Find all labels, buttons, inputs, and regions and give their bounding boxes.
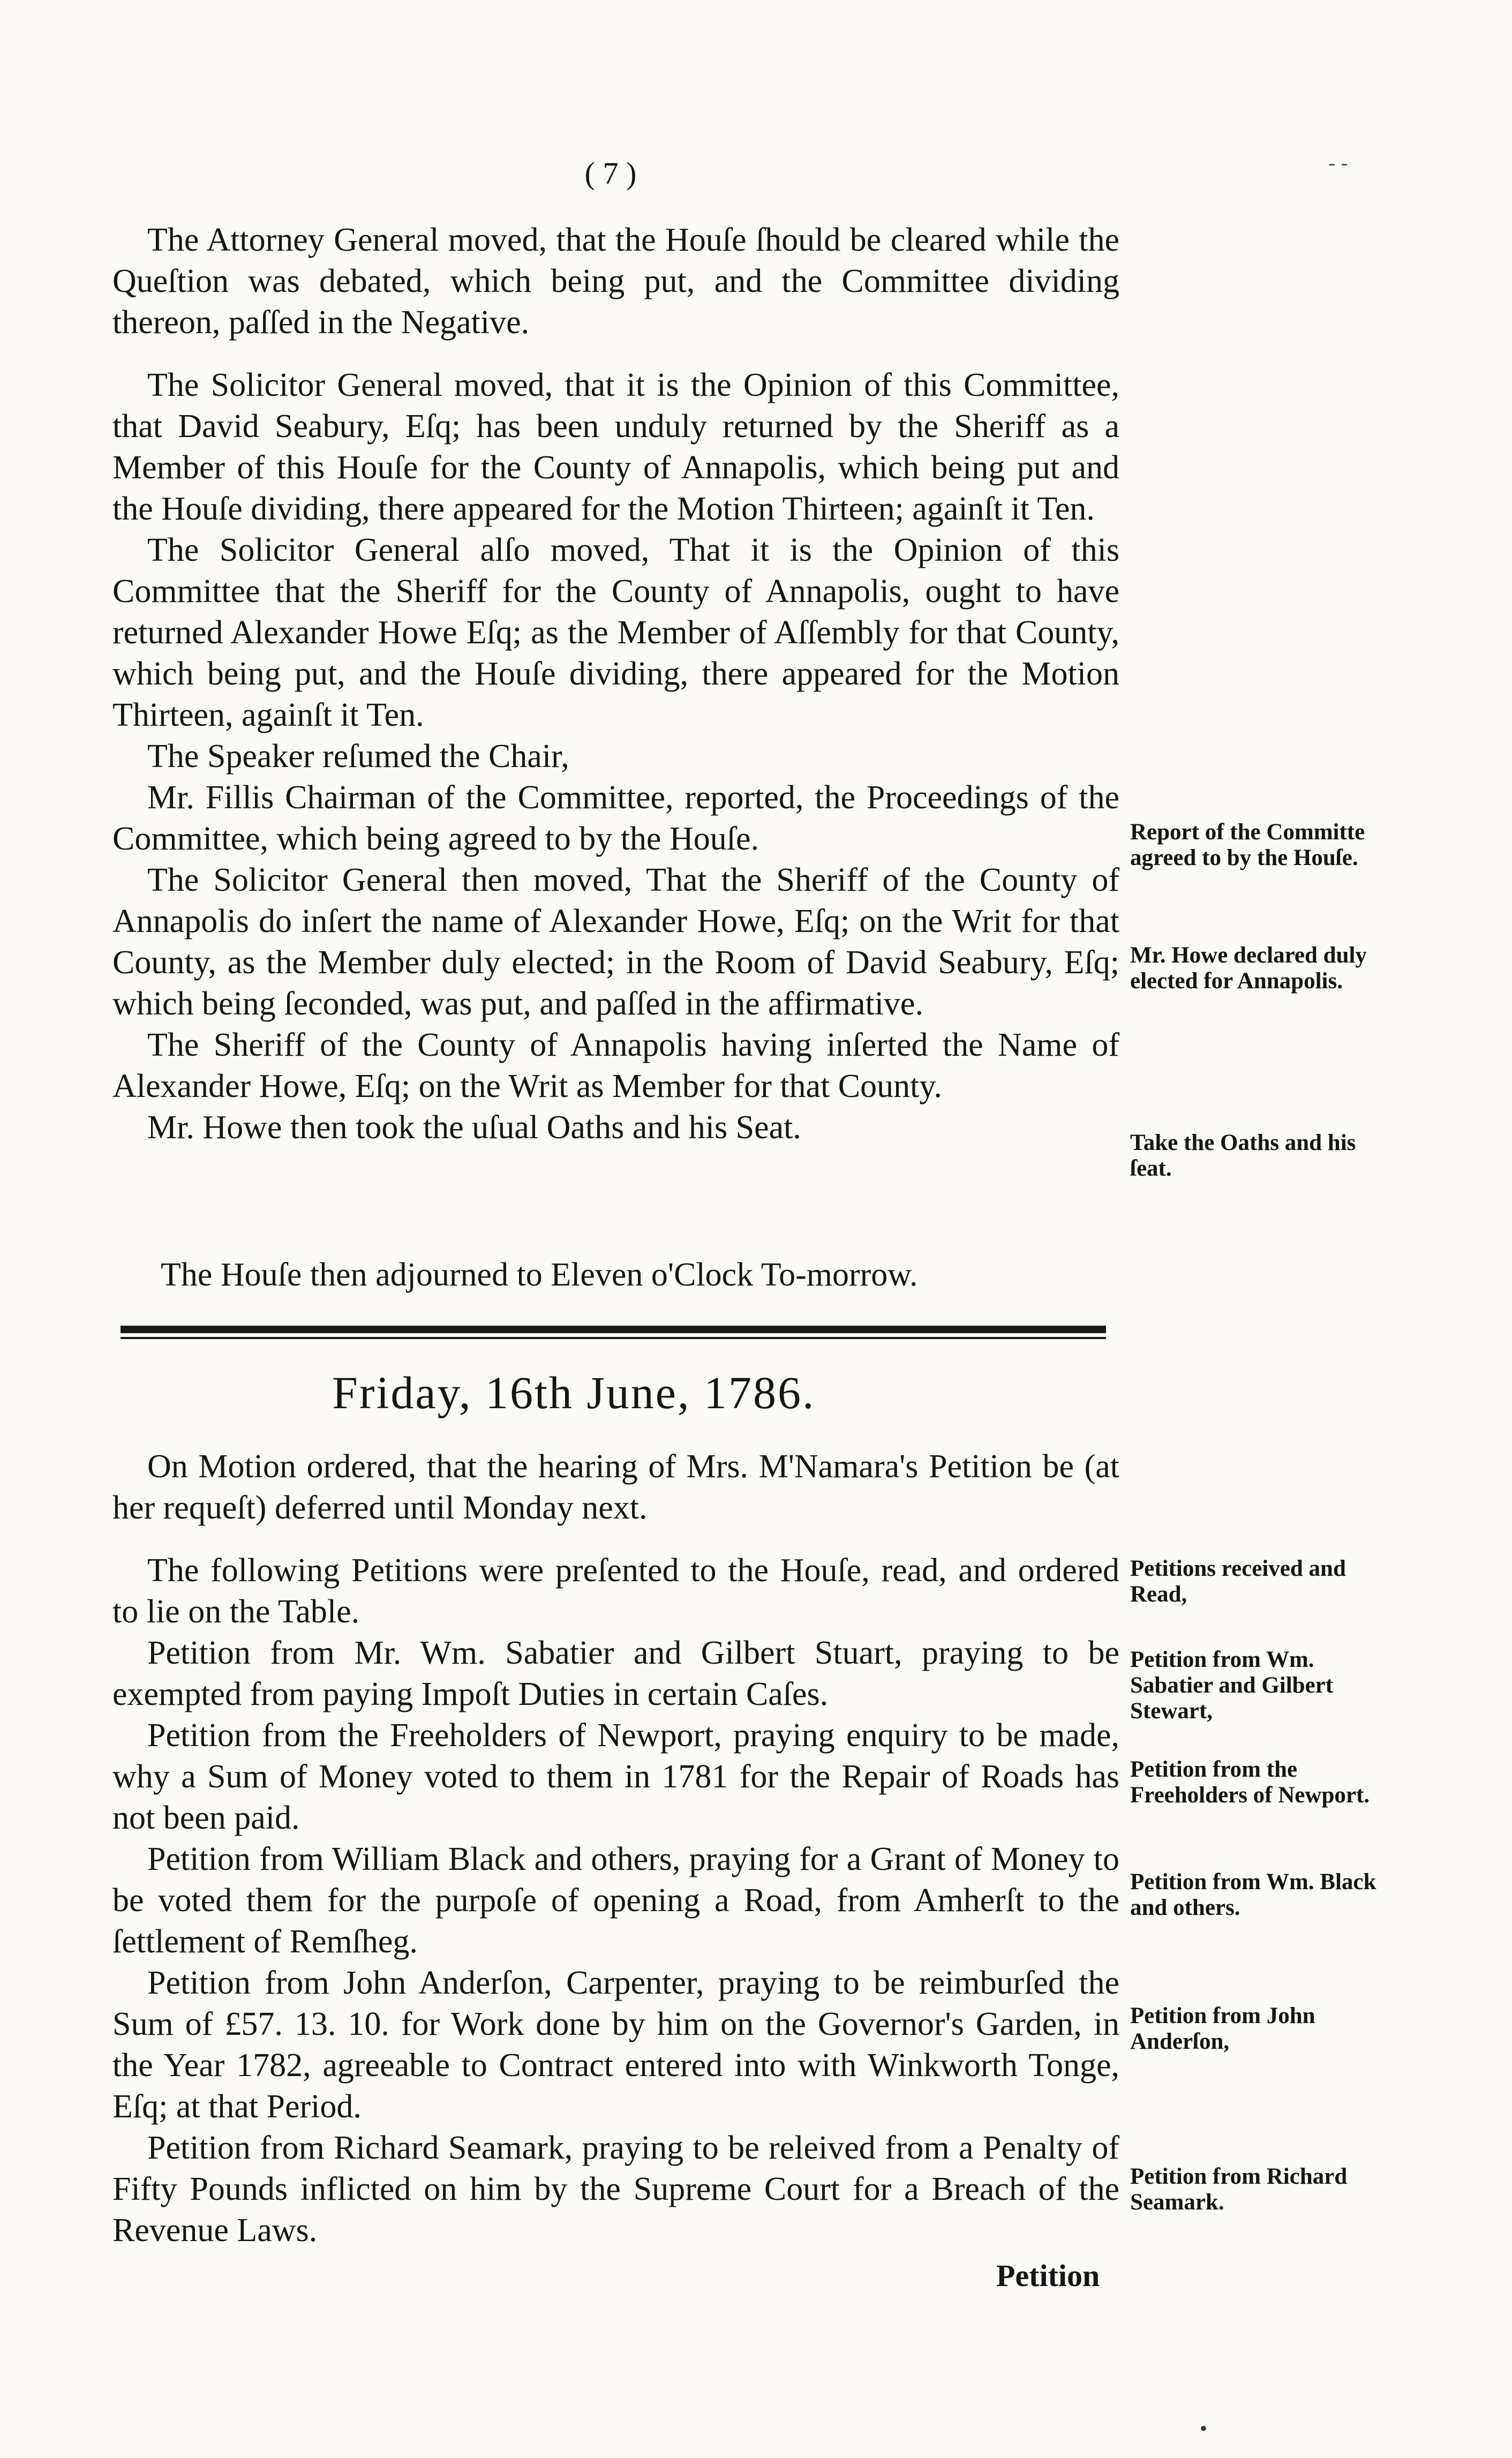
catchword: Petition <box>996 2258 1100 2293</box>
speck-marks: • <box>1200 2416 1208 2440</box>
page-number: ( 7 ) <box>584 156 637 191</box>
paragraph: On Motion ordered, that the hearing of Mrs. M'Namara's Petition be (at her requeſt) deferred until Monday next. <box>112 1448 1119 1526</box>
margin-note: Petition from Wm. Sabatier and Gilbert Stewart, <box>1130 1647 1334 1724</box>
date-heading: Friday, 16th June, 1786. <box>332 1367 816 1418</box>
paragraph: The Attorney General moved, that the Houſe ſhould be cleared while the Queſtion was debated, which being put, and the Committee dividing thereon, paſſed in the Negative. <box>112 222 1119 341</box>
paragraph: Petition from William Black and others, praying for a Grant of Money to be voted them for the purpoſe of opening a Road, from Amherſt to the ſettlement of Remſheg. <box>112 1841 1119 1960</box>
paragraph: Petition from Richard Seamark, praying to be releived from a Penalty of Fifty Pounds inflicted on him by the Supreme Court for a Breach of the Revenue Laws. <box>112 2130 1119 2249</box>
margin-note: Mr. Howe declared duly elected for Annapolis. <box>1130 943 1367 994</box>
margin-note: Take the Oaths and his ſeat. <box>1130 1130 1356 1181</box>
margin-note: Petition from John Anderſon, <box>1130 2003 1315 2054</box>
paragraph: The Speaker reſumed the Chair, <box>147 738 569 775</box>
paragraph: Mr. Fillis Chairman of the Committee, reported, the Proceedings of the Committee, which being agreed to by the Houſe. <box>112 779 1119 857</box>
paragraph: The Solicitor General alſo moved, That it is the Opinion of this Committee that the Sheriff for the County of Annapolis, ought to have returned Alexander Howe Eſq; as the Member of Aſſembly for that County, which being put, and the Houſe dividing, there appeared for the Motion Thirteen, againſt it Ten. <box>112 532 1119 733</box>
margin-note: Report of the Committe agreed to by the Houſe. <box>1130 820 1365 870</box>
paragraph: The Solicitor General moved, that it is the Opinion of this Committee, that David Seabury, Eſq; has been unduly returned by the Sheriff as a Member of this Houſe for the County of Annapolis, which being put and the Houſe dividing, there appeared for the Motion Thirteen; againſt it Ten. <box>112 367 1119 527</box>
margin-note: Petitions received and Read, <box>1130 1556 1346 1607</box>
section-divider-thin <box>121 1337 1106 1339</box>
margin-note: Petition from Wm. Black and others. <box>1130 1869 1376 1920</box>
adjournment-line: The Houſe then adjourned to Eleven o'Clock To-morrow. <box>161 1257 918 1293</box>
section1-block <box>112 220 1119 1148</box>
paragraph: The Solicitor General then moved, That the Sheriff of the County of Annapolis do inſert the name of Alexander Howe, Eſq; on the Writ for that County, as the Member duly elected; in the Room of David Seabury, Eſq; which being ſeconded, was put, and paſſed in the affirmative. <box>112 862 1119 1022</box>
speck-marks: ‐ ‐ <box>1328 151 1348 175</box>
paragraph: Petition from the Freeholders of Newport, praying enquiry to be made, why a Sum of Money voted to them in 1781 for the Repair of Roads has not been paid. <box>112 1717 1119 1836</box>
paragraph: The Sheriff of the County of Annapolis having inſerted the Name of Alexander Howe, Eſq; on the Writ as Member for that County. <box>112 1027 1119 1104</box>
section-divider-thick <box>121 1326 1106 1333</box>
paragraph: Petition from John Anderſon, Carpenter, praying to be reimburſed the Sum of £57. 13. 10. for Work done by him on the Governor's Garden, in the Year 1782, agreeable to Contract entered into with Winkworth Tonge, Eſq; at that Period. <box>112 1965 1119 2125</box>
paragraph: The following Petitions were preſented to the Houſe, read, and ordered to lie on the Table. <box>112 1552 1119 1630</box>
margin-note: Petition from Richard Seamark. <box>1130 2164 1348 2215</box>
section2-block <box>112 1446 1119 2251</box>
margin-note: Petition from the Freeholders of Newport. <box>1130 1757 1370 1808</box>
paragraph: Petition from Mr. Wm. Sabatier and Gilbert Stuart, praying to be exempted from paying Impoſt Duties in certain Caſes. <box>112 1635 1119 1712</box>
paragraph: Mr. Howe then took the uſual Oaths and his Seat. <box>147 1109 801 1146</box>
